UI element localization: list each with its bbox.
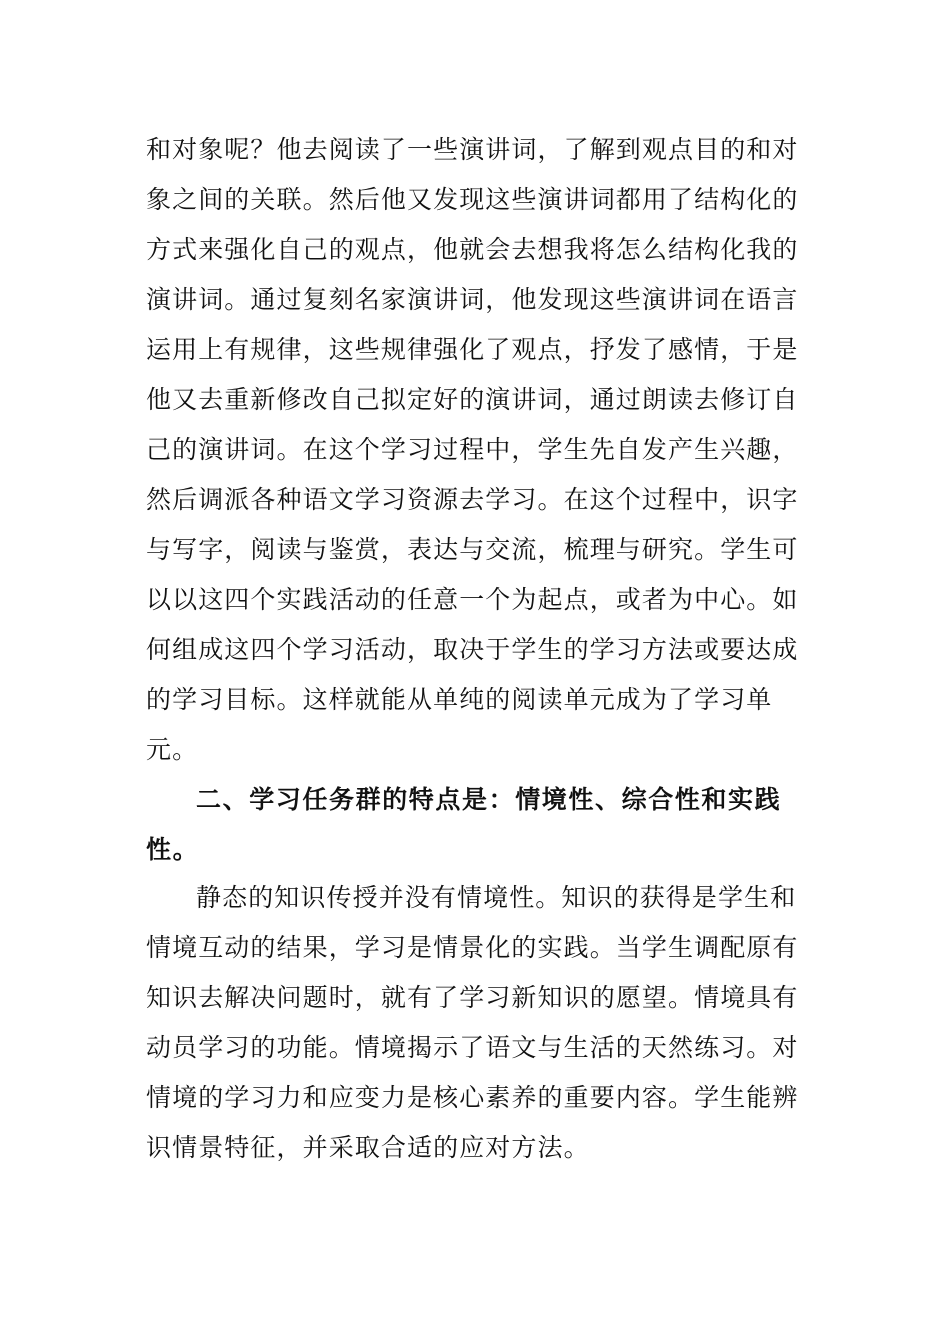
paragraph-2-line: 情境的学习力和应变力是核心素养的重要内容。学生能辨: [146, 1083, 799, 1112]
paragraph-1-line: 以以这四个实践活动的任意一个为起点，或者为中心。如: [146, 585, 799, 614]
paragraph-1-line: 的学习目标。这样就能从单纯的阅读单元成为了学习单: [146, 685, 773, 714]
paragraph-1-line: 和对象呢？他去阅读了一些演讲词，了解到观点目的和对: [146, 135, 799, 164]
paragraph-2-line: 静态的知识传授并没有情境性。知识的获得是学生和: [196, 883, 797, 912]
paragraph-1-line: 何组成这四个学习活动，取决于学生的学习方法或要达成: [146, 635, 799, 664]
paragraph-2-line: 情境互动的结果，学习是情景化的实践。当学生调配原有: [146, 933, 799, 962]
paragraph-1-line: 他又去重新修改自己拟定好的演讲词，通过朗读去修订自: [146, 385, 799, 414]
paragraph-1-line: 与写字，阅读与鉴赏，表达与交流，梳理与研究。学生可: [146, 535, 799, 564]
paragraph-1-line: 己的演讲词。在这个学习过程中，学生先自发产生兴趣，: [146, 435, 799, 464]
section-heading-line: 二、学习任务群的特点是：情境性、综合性和实践: [196, 785, 782, 814]
paragraph-1-line: 方式来强化自己的观点，他就会去想我将怎么结构化我的: [146, 235, 799, 264]
paragraph-1-line: 元。: [146, 735, 199, 764]
paragraph-2-line: 动员学习的功能。情境揭示了语文与生活的天然练习。对: [146, 1033, 799, 1062]
paragraph-1-line: 象之间的关联。然后他又发现这些演讲词都用了结构化的: [146, 185, 799, 214]
paragraph-2-line: 知识去解决问题时，就有了学习新知识的愿望。情境具有: [146, 983, 799, 1012]
paragraph-2-line: 识情景特征，并采取合适的应对方法。: [146, 1133, 590, 1162]
paragraph-1-line: 演讲词。通过复刻名家演讲词，他发现这些演讲词在语言: [146, 285, 799, 314]
section-heading-line: 性。: [146, 835, 200, 864]
paragraph-1-line: 运用上有规律，这些规律强化了观点，抒发了感情，于是: [146, 335, 799, 364]
paragraph-1-line: 然后调派各种语文学习资源去学习。在这个过程中，识字: [146, 485, 799, 514]
